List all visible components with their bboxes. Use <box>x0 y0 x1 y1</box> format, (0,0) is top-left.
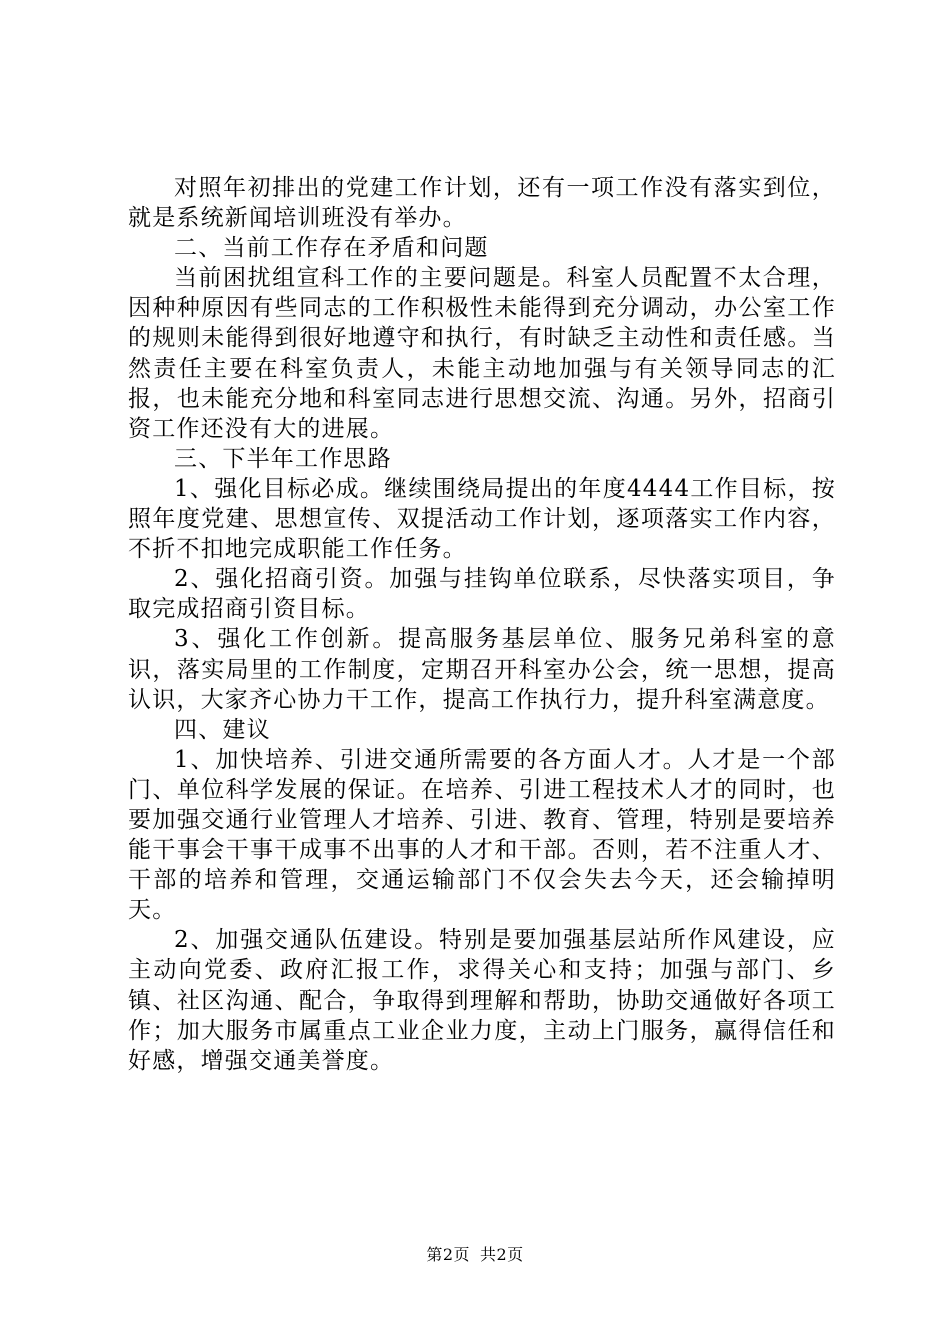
section-heading-problems: 二、当前工作存在矛盾和问题 <box>174 235 489 262</box>
page-total: 共2页 <box>480 1245 524 1264</box>
paragraph-party-plan: 对照年初排出的党建工作计划，还有一项工作没有落实到位，就是系统新闻培训班没有举办。 <box>128 175 836 232</box>
paragraph-problems: 当前困扰组宣科工作的主要问题是。科室人员配置不太合理，因种种原因有些同志的工作积极性未能得到充分调动，办公室工作的规则未能得到很好地遵守和执行，有时缺乏主动性和责任感。当然责任主要在科室负责人，未能主动地加强与有关领导同志的汇报，也未能充分地和科室同志进行思想交流、沟通。另外，招商引资工作还没有大的进展。 <box>128 265 836 442</box>
page-footer <box>0 1242 950 1265</box>
paragraph-plan-3: 3、强化工作创新。提高服务基层单位、服务兄弟科室的意识，落实局里的工作制度，定期召开科室办公会，统一思想，提高认识，大家齐心协力干工作，提高工作执行力，提升科室满意度。 <box>128 626 836 713</box>
document-body <box>128 173 836 1076</box>
paragraph-plan-1: 1、强化目标必成。继续围绕局提出的年度4444工作目标，按照年度党建、思想宣传、双提活动工作计划，逐项落实工作内容，不折不扣地完成职能工作任务。 <box>128 475 836 563</box>
paragraph-suggestion-2: 2、加强交通队伍建设。特别是要加强基层站所作风建设，应主动向党委、政府汇报工作，求得关心和支持；加强与部门、乡镇、社区沟通、配合，争取得到理解和帮助，协助交通做好各项工作；加大服务市属重点工业企业力度，主动上门服务，赢得信任和好感，增强交通美誉度。 <box>128 927 836 1074</box>
paragraph-suggestion-1: 1、加快培养、引进交通所需要的各方面人才。人才是一个部门、单位科学发展的保证。在培养、引进工程技术人才的同时，也要加强交通行业管理人才培养、引进、教育、管理，特别是要培养能干事会干事干成事不出事的人才和干部。否则，若不注重人才、干部的培养和管理，交通运输部门不仅会失去今天，还会输掉明天。 <box>128 746 836 924</box>
page-number: 第2页 <box>426 1245 470 1264</box>
section-heading-plan: 三、下半年工作思路 <box>174 445 392 472</box>
paragraph-plan-2: 2、强化招商引资。加强与挂钩单位联系，尽快落实项目，争取完成招商引资目标。 <box>128 566 836 623</box>
section-heading-suggestions: 四、建议 <box>174 716 271 743</box>
